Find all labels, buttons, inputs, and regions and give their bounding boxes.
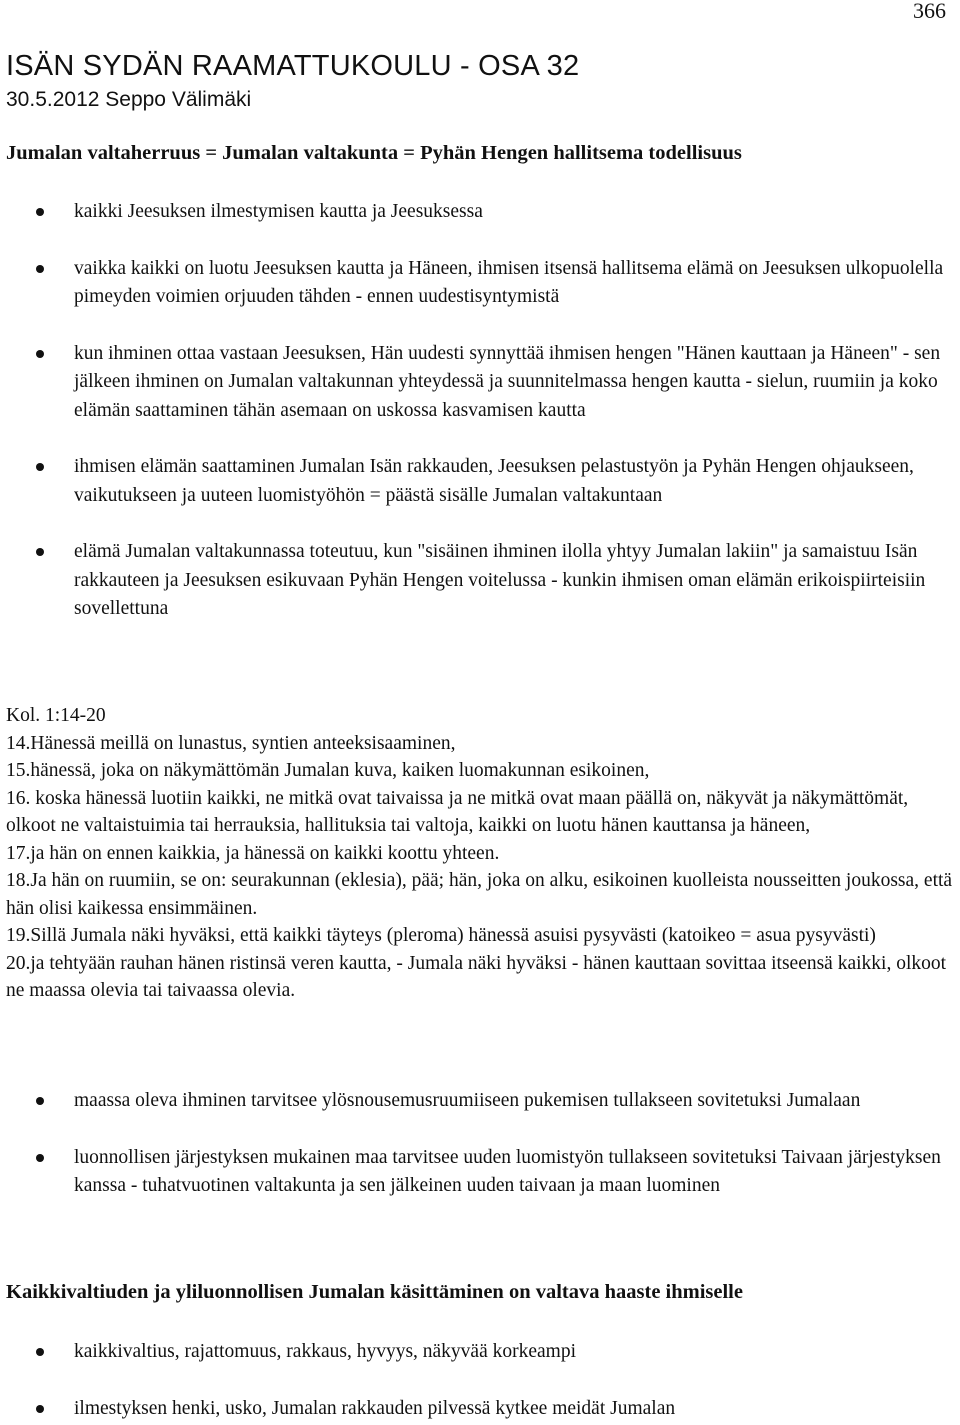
list-item-text: ihmisen elämän saattaminen Jumalan Isän rakkauden, Jeesuksen pelastustyön ja Pyhän Hengen ohjaukseen, vaikutukseen ja uuteen luomistyöhön = päästä sisälle Jumalan valtakuntaan [74,456,914,506]
scripture-reference: Kol. 1:14-20 [6,705,106,726]
document-title: ISÄN SYDÄN RAAMATTUKOULU - OSA 32 [6,50,580,82]
list-item-text: kaikkivaltius, rajattomuus, rakkaus, hyvyys, näkyvää korkeampi [74,1341,577,1362]
bullet-icon [36,548,44,556]
list-item-text: luonnollisen järjestyksen mukainen maa tarvitsee uuden luomistyön tullakseen sovitetuksi Taivaan järjestyksen kanssa - tuhatvuotinen valtakunta ja sen jälkeinen uuden taivaan ja maan luominen [74,1146,941,1196]
list-item [0,255,960,312]
verse: 20.ja tehtyään rauhan hänen ristinsä veren kautta, - Jumala näki hyväksi - hänen kauttaan sovittaa itseensä kaikki, olkoot ne maassa olevia tai taivaassa olevia. [6,952,947,1001]
bullet-icon [36,1405,44,1413]
bullet-icon [36,1154,44,1162]
bullet-list-sovitus [0,1087,960,1201]
verse: 18.Ja hän on ruumiin, se on: seurakunnan (eklesia), pää; hän, joka on alku, esikoinen kuolleista nousseitten joukossa, että hän olisi kaikessa ensimmäinen. [6,870,953,919]
bullet-icon [36,208,44,216]
bullet-icon [36,350,44,358]
bullet-icon [36,1097,44,1105]
list-item-text: ilmestyksen henki, usko, Jumalan rakkauden pilvessä kytkee meidät Jumalan [74,1397,676,1419]
list-item-text: vaikka kaikki on luotu Jeesuksen kautta ja Häneen, ihmisen itsensä hallitsema elämä on Jeesuksen ulkopuolella pimeyden voimien orjuuden tähden - ennen uudestisyntymistä [74,257,944,307]
list-item [0,1087,960,1116]
bullet-icon [36,463,44,471]
list-item [0,453,960,510]
page-number: 366 [913,0,946,23]
bullet-list-valtakunta [0,198,960,624]
bullet-icon [36,1348,44,1356]
bullet-icon [36,265,44,273]
verse: 14.Hänessä meillä on lunastus, syntien anteeksisaaminen, [6,732,456,754]
verse: 15.hänessä, joka on näkymättömän Jumalan kuva, kaiken luomakunnan esikoinen, [6,760,650,781]
document-subtitle: 30.5.2012 Seppo Välimäki [6,88,252,111]
list-item [0,1144,960,1201]
section-heading-kaikkivaltius: Kaikkivaltiuden ja yliluonnollisen Jumalan käsittäminen on valtava haaste ihmiselle [6,1281,743,1303]
verse: 19.Sillä Jumala näki hyväksi, että kaikki täyteys (pleroma) hänessä asuisi pysyvästi (katoikeo = asua pysyvästi) [6,925,876,946]
list-item [0,1395,960,1424]
verse: 17.ja hän on ennen kaikkia, ja hänessä on kaikki koottu yhteen. [6,842,500,864]
list-item [0,340,960,426]
list-item-text: kaikki Jeesuksen ilmestymisen kautta ja Jeesuksessa [74,201,483,222]
list-item-text: maassa oleva ihminen tarvitsee ylösnousemusruumiiseen pukemisen tullakseen sovitetuksi Jumalaan [74,1090,861,1111]
list-item [0,1338,960,1367]
list-item-text: elämä Jumalan valtakunnassa toteutuu, kun "sisäinen ihminen ilolla yhtyy Jumalan lakiin" ja samaistuu Isän rakkauteen ja Jeesuksen esikuvaan Pyhän Hengen voitelussa - kunkin ihmisen oman elämän erikoispiirteisiin sovellettuna [74,541,926,619]
verse: 16. koska hänessä luotiin kaikki, ne mitkä ovat taivaissa ja ne mitkä ovat maan päällä on, näkyvät ja näkymättömät, olkoot ne valtaistuimia tai herrauksia, hallituksia tai valtoja, kaikki on luotu hänen kauttansa ja häneen, [6,787,909,836]
bullet-list-kaikkivaltius [0,1338,960,1423]
scripture-passage [6,702,954,1005]
section-heading-valtaherruus: Jumalan valtaherruus = Jumalan valtakunta = Pyhän Hengen hallitsema todellisuus [6,142,742,164]
list-item [0,198,960,227]
list-item-text: kun ihminen ottaa vastaan Jeesuksen, Hän uudesti synnyttää ihmisen hengen "Hänen kauttaan ja Häneen" - sen jälkeen ihminen on Jumalan valtakunnan yhteydessä ja suunnitelmassa hengen kautta - sielun, ruumiin ja koko elämän saattaminen tähän asemaan on uskossa kasvamisen kautta [74,342,941,421]
list-item [0,538,960,624]
